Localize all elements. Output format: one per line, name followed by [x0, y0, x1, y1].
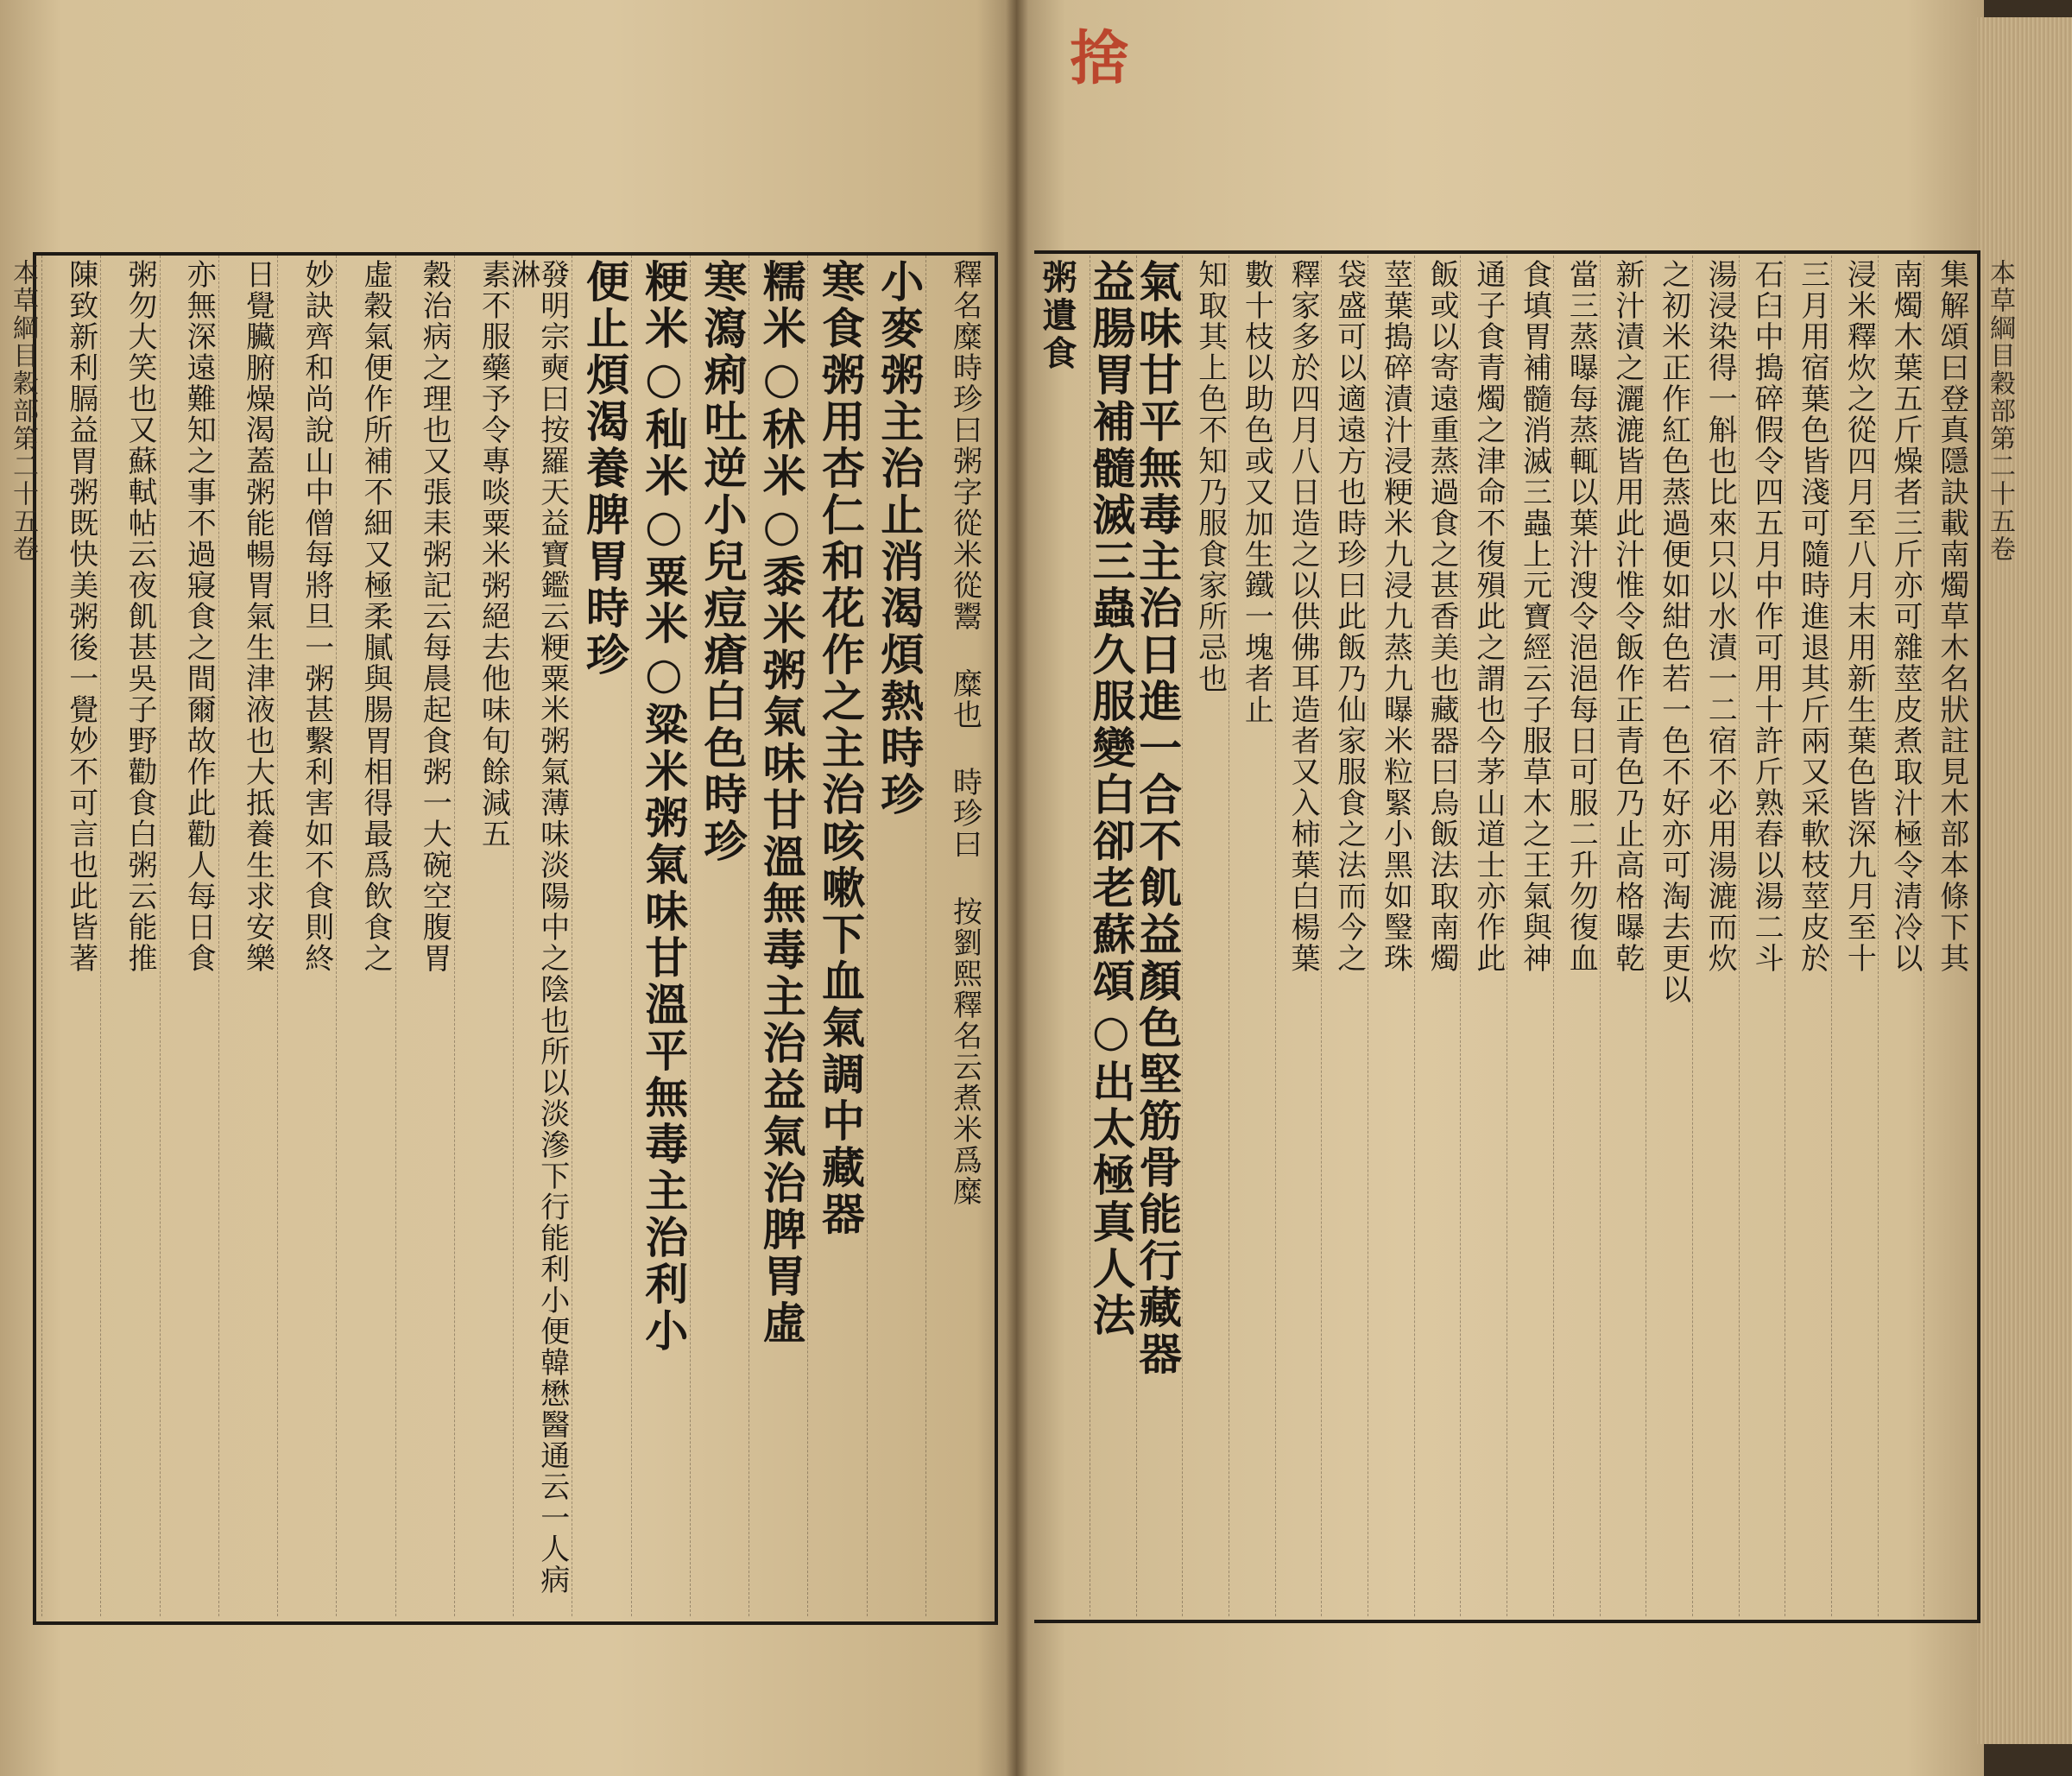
left-column-rule	[277, 256, 278, 1616]
red-stamp: 捨	[1069, 24, 1128, 93]
left-column-rule	[454, 256, 455, 1616]
left-column-rule	[336, 256, 337, 1616]
left-column-rule	[925, 256, 926, 1616]
right-text-column: 飯或以寄遠重蒸過食之甚香美也藏器曰烏飯法取南燭	[1424, 259, 1460, 974]
left-text-column: 素不服藥予令專啖粟米粥絕去他味旬餘減五	[476, 259, 511, 850]
right-text-column: 湯浸染得一斛也比來只以水漬一二宿不必用湯漉而炊	[1702, 259, 1738, 974]
right-column-rule	[1692, 256, 1693, 1616]
right-text-column: 袋盛可以適遠方也時珍曰此飯乃仙家服食之法而今之	[1331, 259, 1367, 974]
left-column-rule	[395, 256, 396, 1616]
left-column-rule	[867, 256, 868, 1616]
right-column-rule	[1831, 256, 1832, 1616]
right-text-column: 三月用宿葉色皆淺可隨時進退其斤兩又采軟枝莖皮於	[1795, 259, 1830, 974]
right-column-rule	[1460, 256, 1461, 1616]
right-column-rule	[1414, 256, 1415, 1616]
right-section-label: 粥遺食	[1037, 259, 1077, 373]
right-column-rule	[1600, 256, 1601, 1616]
right-column-rule	[1739, 256, 1740, 1616]
right-text-column: 新汁漬之灑漉皆用此汁惟令飯作正青色乃止高格曝乾	[1609, 259, 1645, 974]
left-text-column: 寒瀉痢吐逆小兒痘瘡白色時珍	[697, 259, 749, 865]
right-column-rule	[1553, 256, 1554, 1616]
right-text-column: 知取其上色不知乃服食家所忌也	[1192, 259, 1228, 694]
left-text-column: 小麥粥主治止消渴煩熱時珍	[874, 259, 925, 818]
left-column-rule	[690, 256, 691, 1616]
left-margin-title: 本草綱目穀部第二十五卷	[8, 259, 38, 563]
left-text-column: 釋名糜時珍曰粥字從米從鬻 糜也 時珍曰 按劉熙釋名云煮米爲糜	[947, 259, 982, 1207]
right-text-column: 莖葉搗碎漬汁浸粳米九浸九蒸九曝米粒緊小黑如瑿珠	[1378, 259, 1413, 974]
right-text-column: 南燭木葉五斤燥者三斤亦可雜莖皮煮取汁極令清冷以	[1888, 259, 1923, 974]
left-column-rule	[41, 256, 42, 1616]
left-column-rule	[631, 256, 632, 1616]
left-text-column: 發明宗奭曰按羅天益寶鑑云粳粟米粥氣薄味淡陽中之陰也所以淡滲下行能利小便韓懋醫通云一人病淋	[505, 259, 570, 1596]
left-text-column: 亦無深遠難知之事不過寢食之間爾故作此勸人每日食	[181, 259, 217, 974]
left-text-column: 穀治病之理也又張耒粥記云每晨起食粥一大碗空腹胃	[417, 259, 452, 974]
right-column-rule	[1321, 256, 1322, 1616]
left-text-column: 粳米○秈米○粟米○粱米粥氣味甘溫平無毒主治利小	[638, 259, 690, 1355]
right-text-column: 氣味甘平無毒主治日進一合不飢益顏色堅筋骨能行藏器	[1132, 259, 1184, 1378]
right-text-column: 當三蒸曝每蒸輒以葉汁溲令浥浥每日可服二升勿復血	[1563, 259, 1599, 974]
left-text-column: 寒食粥用杏仁和花作之主治咳嗽下血氣調中藏器	[815, 259, 867, 1238]
right-text-column: 通子食青燭之津命不復殞此之謂也今茅山道士亦作此	[1470, 259, 1506, 974]
right-text-column: 集解頌曰登真隱訣載南燭草木名狀註見木部本條下其	[1934, 259, 1969, 974]
right-text-column: 石臼中搗碎假令四五月中作可用十許斤熟舂以湯二斗	[1748, 259, 1784, 974]
right-text-column: 食填胃補髓消滅三蟲上元寶經云子服草木之王氣與神	[1517, 259, 1552, 974]
left-text-column: 粥勿大笑也又蘇軾帖云夜飢甚吳子野勸食白粥云能推	[123, 259, 158, 974]
left-text-column: 妙訣齊和尚說山中僧每將旦一粥甚繫利害如不食則終	[299, 259, 334, 974]
right-text-column: 釋家多於四月八日造之以供佛耳造者又入柿葉白楊葉	[1286, 259, 1321, 974]
left-text-column: 便止煩渴養脾胃時珍	[579, 259, 631, 679]
right-text-column: 之初米正作紅色蒸過便如紺色若一色不好亦可淘去更以	[1656, 259, 1691, 1005]
left-column-rule	[807, 256, 808, 1616]
left-column-rule	[513, 256, 514, 1616]
right-column-rule	[1878, 256, 1879, 1616]
left-text-column: 虛穀氣便作所補不細又極柔膩與腸胃相得最爲飲食之	[358, 259, 394, 974]
right-text-column: 數十枝以助色或又加生鐵一塊者止	[1239, 259, 1274, 725]
left-text-column: 陳致新利膈益胃粥既快美粥後一覺妙不可言也此皆著	[63, 259, 98, 974]
book-gutter	[1006, 0, 1028, 1776]
left-column-rule	[218, 256, 219, 1616]
left-text-column: 糯米○秫米○黍米粥氣味甘溫無毒主治益氣治脾胃虛	[755, 259, 807, 1347]
right-text-column: 益腸胃補髓滅三蟲久服變白卻老蘇頌○出太極真人法	[1085, 259, 1137, 1339]
left-column-rule	[160, 256, 161, 1616]
left-text-column: 日覺臟腑燥渴蓋粥能暢胃氣生津液也大抵養生求安樂	[240, 259, 275, 974]
left-column-rule	[100, 256, 101, 1616]
right-column-rule	[1275, 256, 1276, 1616]
right-margin-title: 本草綱目穀部第二十五卷	[1985, 259, 2015, 563]
right-text-column: 浸米釋炊之從四月至八月末用新生葉色皆深九月至十	[1841, 259, 1877, 974]
